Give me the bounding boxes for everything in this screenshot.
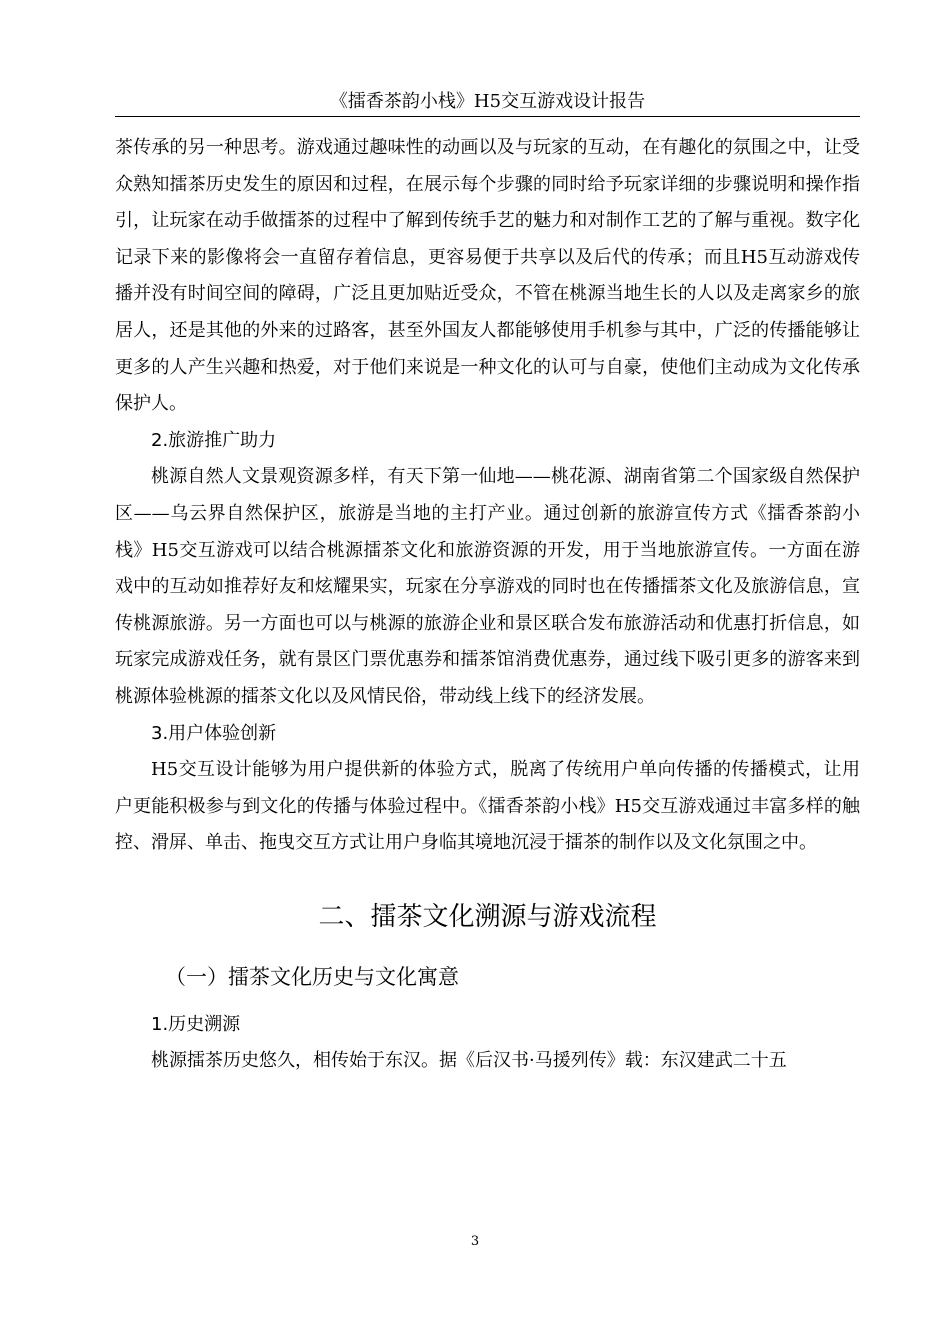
subheading-user-experience: 3.用户体验创新	[151, 722, 277, 744]
paragraph-tourism: 桃源自然人文景观资源多样，有天下第一仙地——桃花源、湖南省第二个国家级自然保护区——乌云界自然保护区，旅游是当地的主打产业。通过创新的旅游宣传方式《擂香茶韵小栈》H5交互游戏可以结合桃源擂茶文化和旅游资源的开发，用于当地旅游宣传。一方面在游戏中的互动如推荐好友和炫耀果实，玩家在分享游戏的同时也在传播擂茶文化及旅游信息，宣传桃源旅游。另一方面也可以与桃源的旅游企业和景区联合发布旅游活动和优惠打折信息，如玩家完成游戏任务，就有景区门票优惠券和擂茶馆消费优惠券，通过线下吸引更多的游客来到桃源体验桃源的擂茶文化以及风情民俗，带动线上线下的经济发展。	[115, 466, 860, 707]
section-heading: （一）擂茶文化历史与文化寓意	[165, 964, 459, 989]
spacer	[115, 937, 860, 959]
page-number: 3	[470, 1234, 480, 1249]
chapter-heading: 二、擂茶文化溯源与游戏流程	[318, 901, 657, 932]
paragraph-user-experience: H5交互设计能够为用户提供新的体验方式，脱离了传统用户单向传播的传播模式，让用户更能积极参与到文化的传播与体验过程中。《擂香茶韵小栈》H5交互游戏通过丰富多样的触控、滑屏、单击、拖曳交互方式让用户身临其境地沉浸于擂茶的制作以及文化氛围之中。	[115, 759, 860, 854]
subheading-history: 1.历史溯源	[151, 1013, 241, 1035]
body-text	[115, 130, 860, 1080]
spacer	[115, 862, 860, 897]
header-rule	[115, 116, 860, 117]
paragraph-history: 桃源擂茶历史悠久，相传始于东汉。据《后汉书·马援列传》载：东汉建武二十五	[151, 1050, 787, 1072]
spacer	[115, 995, 860, 1007]
subheading-tourism: 2.旅游推广助力	[151, 429, 277, 451]
running-header: 《擂香茶韵小栈》H5交互游戏设计报告	[329, 91, 646, 112]
paragraph-continuation: 茶传承的另一种思考。游戏通过趣味性的动画以及与玩家的互动，在有趣化的氛围之中，让受众熟知擂茶历史发生的原因和过程，在展示每个步骤的同时给予玩家详细的步骤说明和操作指引，让玩家在动手做擂茶的过程中了解到传统手艺的魅力和对制作工艺的了解与重视。数字化记录下来的影像将会一直留存着信息，更容易便于共享以及后代的传承；而且H5互动游戏传播并没有时间空间的障碍，广泛且更加贴近受众，不管在桃源当地生长的人以及走离家乡的旅居人，还是其他的外来的过路客，甚至外国友人都能够使用手机参与其中，广泛的传播能够让更多的人产生兴趣和热爱，对于他们来说是一种文化的认可与自豪，使他们主动成为文化传承保护人。	[115, 137, 860, 415]
